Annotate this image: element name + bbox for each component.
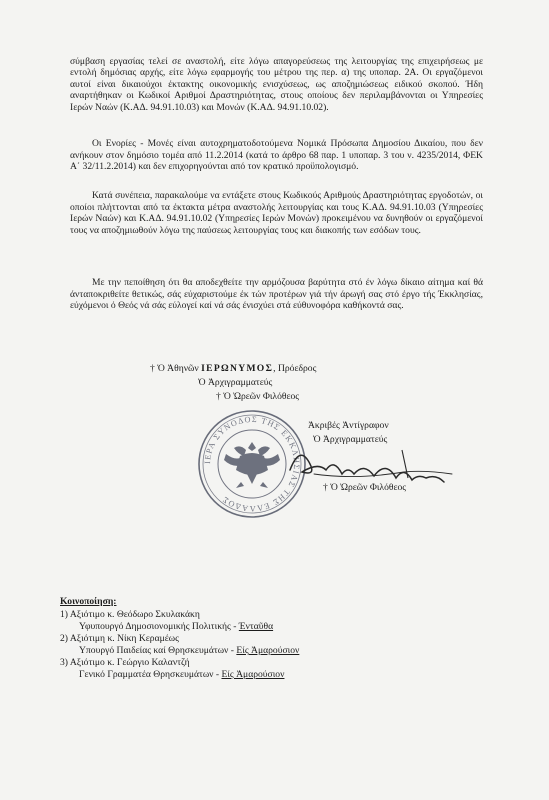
handwritten-signature	[284, 440, 459, 488]
recipient-3-position: Γενικό Γραμματέα Θρησκευμάτων -	[79, 669, 222, 680]
recipient-2-name: 2) Αξιότιμη κ. Νίκη Κεραμέως	[60, 633, 179, 644]
recipient-2-position: Υπουργό Παιδείας καί Θρησκευμάτων -	[79, 645, 237, 656]
double-headed-eagle-icon	[224, 442, 280, 488]
recipient-2-destination: Είς Ἀμαρούσιον	[236, 645, 300, 656]
body-paragraph-1: σύμβαση εργασίας τελεί σε αναστολή, είτε λόγω απαγορεύσεως της λειτουργίας της επιχειρήσεως με εντολή δημόσιας αρχής, είτε λόγω εφαρμογής του μέτρου της περ. α) της υποπαρ. 2Α. Οι εργαζόμενοι αυτοί είναι δικαιούχοι έκτακτης οικονομικής ενισχύσεως, ως αποζημιώσεως ειδικού σκοπού. Ήδη αναρτήθηκαν οι Κωδικοί Αριθμοί Δραστηριότητας, στους οποίους δεν περιλαμβάνονται οι Υπηρεσίες Ιερών Ναών (Κ.ΑΔ. 94.91.10.03) και Μονών (Κ.ΑΔ. 94.91.10.02).	[70, 55, 483, 113]
recipients-title: Κοινοποίηση:	[60, 596, 117, 607]
signature-line-president	[150, 363, 316, 375]
seal-ring-text: ΙΕΡΑ ΣΥΝΟΔΟΣ ΤΗΣ ΕΚΚΛΗΣΙΑΣ ΤΗΣ ΕΛΛΑΔΟΣ	[202, 414, 302, 514]
signature-line-chief-secretary: Ὁ Ἀρχιγραμματεύς	[198, 377, 273, 388]
recipient-2-role	[60, 645, 299, 657]
recipient-1-destination: Ένταῦθα	[238, 621, 274, 632]
certified-copy-label: Ἀκριβές Ἀντίγραφον	[308, 420, 389, 431]
recipient-1-name: 1) Αξιότιμο κ. Θεόδωρο Σκυλακάκη	[60, 609, 200, 620]
recipient-3-destination: Είς Ἀμαρούσιον	[221, 669, 285, 680]
body-paragraph-4: Με την πεποίθηση ότι θα αποδεχθείτε την αρμόζουσα βαρύτητα στό έν λόγω δίκαιο αίτημα καί θά άνταποκριθείτε θετικώς, σάς εύχαριστούμε έκ τών προτέρων γιά τήν άρωγή σας στό έργο τής Έκκλησίας, εύχόμενοι ό Θεός νά σάς εύλογεί καί νά σάς ένισχύει στά εύθυνοφόρα καθήκοντά σας.	[70, 277, 483, 312]
certified-copy-secretary-title: Ὁ Ἀρχιγραμματεύς	[313, 434, 388, 445]
recipient-3-role	[60, 669, 299, 681]
president-title: , Πρόεδρος	[273, 363, 317, 374]
recipients-block	[60, 596, 299, 681]
president-name: ΙΕΡΩΝΥΜΟΣ	[201, 363, 274, 374]
signature-line-secretary-name: † Ὁ Ὠρεῶν Φιλόθεος	[216, 391, 300, 402]
certified-copy-signer-name: † Ὁ Ὠρεῶν Φιλόθεος	[323, 482, 407, 493]
recipient-3-name: 3) Αξιότιμο κ. Γεώργιο Καλαντζή	[60, 657, 190, 668]
president-prefix: † Ὁ Ἀθηνῶν	[150, 363, 202, 374]
body-paragraph-2: Οι Ενορίες - Μονές είναι αυτοχρηματοδοτούμενα Νομικά Πρόσωπα Δημοσίου Δικαίου, που δεν ανήκουν στον δημόσιο τομέα από 11.2.2014 (κατά το άρθρο 68 παρ. 1 υποπαρ. 3 του ν. 4235/2014, ΦΕΚ Α΄ 32/11.2.2014) και δεν επιχορηγούνται από τον κρατικό προϋπολογισμό.	[70, 138, 483, 173]
recipient-1-role	[60, 621, 299, 633]
body-paragraph-3: Κατά συνέπεια, παρακαλούμε να εντάξετε στους Κωδικούς Αριθμούς Δραστηριότητας εργοδοτών, οι οποίοι πλήττονται από τα έκτακτα μέτρα αναστολής λειτουργίας και τους Κ.ΑΔ. 94.91.10.03 (Υπηρεσίες Ιερών Ναών) και Κ.ΑΔ. 94.91.10.02 (Υπηρεσίες Ιερών Μονών) προκειμένου να δυνηθούν οι εργαζόμενοί τους να αποζημιωθούν λόγω της παύσεως λειτουργίας τους και διακοπής των εσόδων τους.	[70, 190, 483, 236]
recipient-1-position: Υφυπουργό Δημοσιονομικής Πολιτικής -	[79, 621, 239, 632]
